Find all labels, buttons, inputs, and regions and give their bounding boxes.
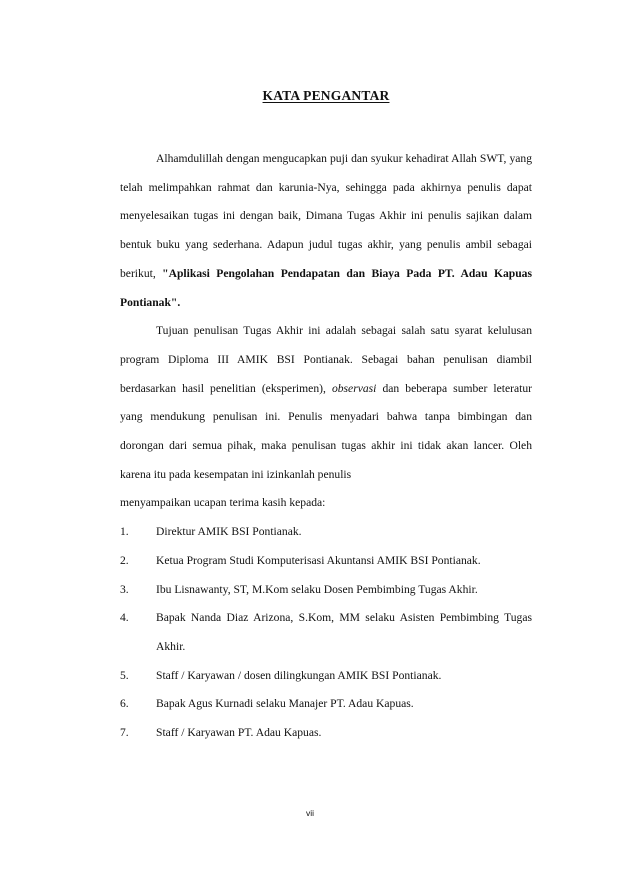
- list-item-text: Ketua Program Studi Komputerisasi Akuntansi AMIK BSI Pontianak.: [156, 553, 481, 567]
- list-item-number: 4.: [120, 611, 129, 625]
- list-item-text: Direktur AMIK BSI Pontianak.: [156, 525, 302, 539]
- list-item-number: 3.: [120, 582, 129, 596]
- paragraph-opening-text: Alhamdulillah dengan mengucapkan puji dan syukur kehadirat Allah SWT, yang telah melimpahkan rahmat dan karunia-Nya, sehingga pada akhirnya penulis dapat menyelesaikan tugas ini dengan baik, Dimana Tugas Akhir ini penulis sajikan dalam bentuk buku yang sederhana. Adapun judul tugas akhir, yang penulis ambil sebagai berikut,: [120, 152, 532, 280]
- list-item-text: Ibu Lisnawanty, ST, M.Kom selaku Dosen Pembimbing Tugas Akhir.: [156, 582, 478, 596]
- list-item-text: Staff / Karyawan PT. Adau Kapuas.: [156, 726, 322, 740]
- list-item-number: 5.: [120, 668, 129, 682]
- list-item: [120, 518, 532, 547]
- list-item-number: 7.: [120, 726, 129, 740]
- list-item: [120, 719, 532, 748]
- list-item-text: Staff / Karyawan / dosen dilingkungan AMIK BSI Pontianak.: [156, 668, 442, 682]
- list-item-number: 6.: [120, 697, 129, 711]
- list-item-number: 1.: [120, 525, 129, 539]
- page-number: vii: [305, 808, 315, 818]
- paragraph-opening: [120, 145, 532, 317]
- list-item: [120, 662, 532, 691]
- list-item: [120, 690, 532, 719]
- thanks-list: [120, 518, 532, 748]
- list-intro: menyampaikan ucapan terima kasih kepada:: [120, 496, 326, 510]
- list-item-text: Bapak Agus Kurnadi selaku Manajer PT. Adau Kapuas.: [156, 697, 414, 711]
- list-item: [120, 604, 532, 661]
- page-title: KATA PENGANTAR: [262, 88, 390, 103]
- document-body: [120, 145, 532, 748]
- paragraph-purpose-text-end: dan beberapa sumber leteratur yang mendukung penulisan ini. Penulis menyadari bahwa tanpa bimbingan dan dorongan dari semua pihak, maka penulisan tugas akhir ini tidak akan lancer. Oleh karena itu pada kesempatan ini izinkanlah penulis: [120, 381, 532, 481]
- list-item: [120, 547, 532, 576]
- list-item-text: Bapak Nanda Diaz Arizona, S.Kom, MM selaku Asisten Pembimbing Tugas Akhir.: [156, 611, 532, 653]
- paragraph-purpose: [120, 317, 532, 489]
- list-item-number: 2.: [120, 553, 129, 567]
- thesis-title: "Aplikasi Pengolahan Pendapatan dan Biaya Pada PT. Adau Kapuas Pontianak".: [120, 266, 532, 309]
- paragraph-purpose-text-start: Tujuan penulisan Tugas Akhir ini adalah sebagai salah satu syarat kelulusan program Diploma III AMIK BSI Pontianak. Sebagai bahan penulisan diambil berdasarkan hasil penelitian (eksperimen),: [120, 324, 532, 395]
- italic-term: observasi: [331, 381, 377, 395]
- list-item: [120, 576, 532, 605]
